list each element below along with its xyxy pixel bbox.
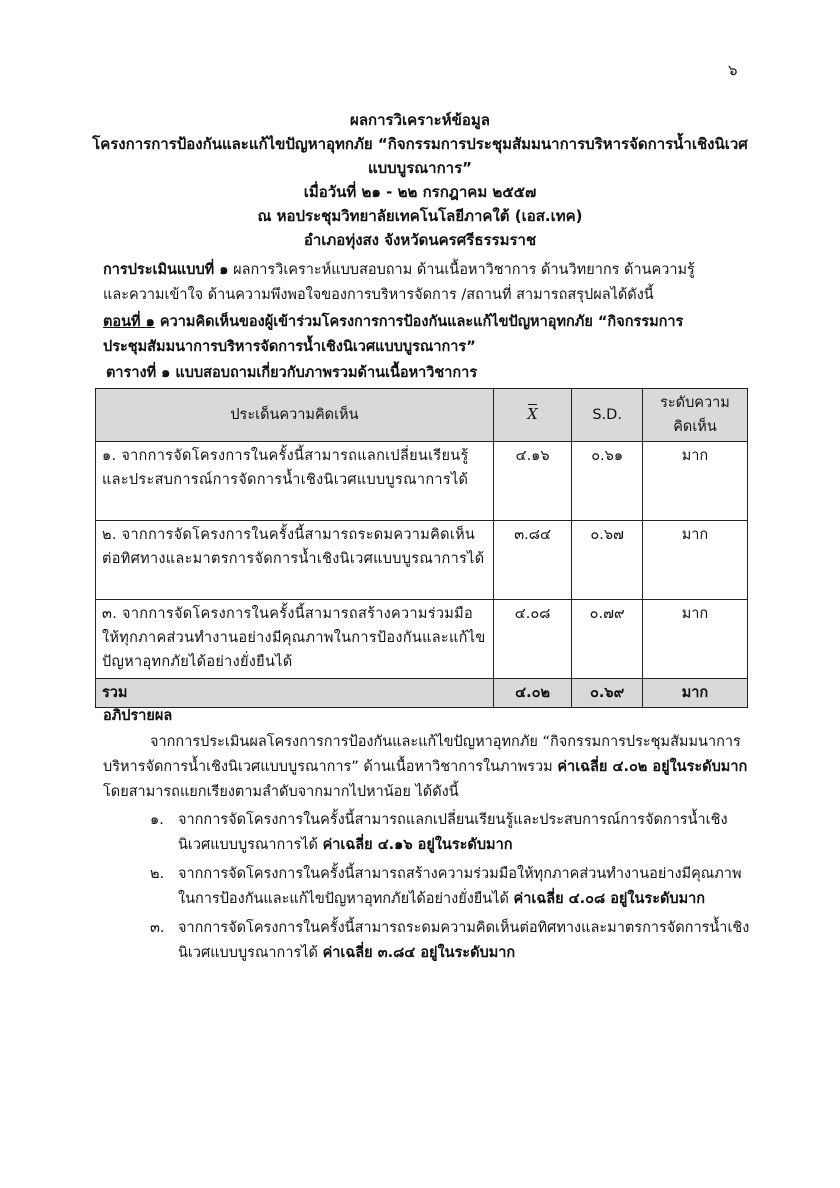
section-label: ตอนที่ ๑ <box>103 314 155 330</box>
list-bold: ค่าเฉลี่ย ๔.๐๘ อยู่ในระดับมาก <box>513 891 706 907</box>
header-level-line: คิดเห็น <box>673 419 717 435</box>
table-header-row <box>96 389 748 442</box>
list-number: ๑. <box>150 812 164 828</box>
total-mean: ๔.๐๒ <box>493 679 572 708</box>
row-mean: ๓.๘๔ <box>493 521 572 600</box>
list-number: ๓. <box>150 920 165 936</box>
title-line: แบบบูรณาการ” <box>367 159 473 177</box>
survey-table <box>95 388 748 708</box>
section-text: ความคิดเห็นของผู้เข้าร่วมโครงการการป้องกันและแก้ไขปัญหาอุทกภัย “กิจกรรมการ <box>154 314 684 330</box>
list-item <box>150 916 750 966</box>
intro-text: ผลการวิเคราะห์แบบสอบถาม ด้านเนื้อหาวิชาการ ด้านวิทยากร ด้านความรู้ <box>228 262 695 278</box>
total-sd: ๐.๖๙ <box>572 679 643 708</box>
table-row <box>96 600 748 679</box>
mean-symbol: X <box>527 403 537 427</box>
row-item: ๒. จากการจัดโครงการในครั้งนี้สามารถระดมความคิดเห็นต่อทิศทางและมาตรการจัดการน้ำเชิงนิเวศแบบบูรณาการได้ <box>96 521 494 600</box>
intro-paragraph <box>103 258 743 308</box>
list-bold: ค่าเฉลี่ย ๔.๑๖ อยู่ในระดับมาก <box>322 837 513 853</box>
table-row <box>96 442 748 521</box>
title-line: เมื่อวันที่ ๒๑ - ๒๒ กรกฎาคม ๒๕๕๗ <box>303 183 537 201</box>
intro-label: การประเมินแบบที่ ๑ <box>103 262 229 278</box>
title-line: โครงการการป้องกันและแก้ไขปัญหาอุทกภัย “กิจกรรมการประชุมสัมมนาการบริหารจัดการน้ำเชิงนิเวศ <box>92 135 748 153</box>
title-line: ณ หอประชุมวิทยาลัยเทคโนโลยีภาคใต้ (เอส.เทค) <box>257 207 583 225</box>
discussion-list <box>150 808 750 970</box>
row-sd: ๐.๖๗ <box>572 521 643 600</box>
row-sd: ๐.๖๑ <box>572 442 643 521</box>
list-item <box>150 862 750 912</box>
header-item: ประเด็นความคิดเห็น <box>96 389 494 442</box>
header-sd: S.D. <box>572 389 643 442</box>
discussion-line: จากการประเมินผลโครงการการป้องกันและแก้ไขปัญหาอุทกภัย “กิจกรรมการประชุมสัมมนาการ <box>150 734 741 750</box>
discussion-line: บริหารจัดการน้ำเชิงนิเวศแบบบูรณาการ” ด้านเนื้อหาวิชาการในภาพรวม <box>103 759 558 775</box>
row-mean: ๔.๑๖ <box>493 442 572 521</box>
header-level-line: ระดับความ <box>660 395 730 411</box>
table-row <box>96 521 748 600</box>
row-level: มาก <box>642 600 747 679</box>
row-sd: ๐.๗๙ <box>572 600 643 679</box>
row-item: ๑. จากการจัดโครงการในครั้งนี้สามารถแลกเปลี่ยนเรียนรู้และประสบการณ์การจัดการน้ำเชิงนิเวศแบบบูรณาการได้ <box>96 442 494 521</box>
discussion-paragraph <box>103 730 748 805</box>
row-level: มาก <box>642 521 747 600</box>
list-item <box>150 808 750 858</box>
list-number: ๒. <box>150 866 165 882</box>
list-text: จากการจัดโครงการในครั้งนี้สามารถระดมความคิดเห็นต่อทิศทางและมาตรการจัดการน้ำเชิงนิเวศแบบบูรณาการได้ <box>178 920 750 961</box>
row-mean: ๔.๐๘ <box>493 600 572 679</box>
discussion-summary: ค่าเฉลี่ย ๔.๐๒ อยู่ในระดับมาก <box>557 759 748 775</box>
discussion-heading: อภิปรายผล <box>103 708 173 724</box>
row-level: มาก <box>642 442 747 521</box>
title-line: ผลการวิเคราะห์ข้อมูล <box>350 111 490 129</box>
page-number: ๖ <box>728 61 738 79</box>
row-item: ๓. จากการจัดโครงการในครั้งนี้สามารถสร้างความร่วมมือให้ทุกภาคส่วนทำงานอย่างมีคุณภาพในการป้องกันและแก้ไขปัญหาอุทกภัยได้อย่างยั่งยืนได้ <box>96 600 494 679</box>
list-bold: ค่าเฉลี่ย ๓.๘๔ อยู่ในระดับมาก <box>322 945 516 961</box>
table-caption: ตารางที่ ๑ แบบสอบถามเกี่ยวกับภาพรวมด้านเนื้อหาวิชาการ <box>106 365 478 381</box>
title-line: อำเภอทุ่งสง จังหวัดนครศรีธรรมราช <box>303 231 537 249</box>
document-title <box>0 108 840 252</box>
intro-text: และความเข้าใจ ด้านความพึงพอใจของการบริหารจัดการ /สถานที่ สามารถสรุปผลได้ดังนี้ <box>103 287 654 303</box>
section-text: ประชุมสัมมนาการบริหารจัดการน้ำเชิงนิเวศแบบบูรณาการ” <box>103 339 476 355</box>
list-text: จากการจัดโครงการในครั้งนี้สามารถแลกเปลี่ยนเรียนรู้และประสบการณ์การจัดการน้ำเชิงนิเวศแบบบูรณาการได้ <box>178 812 728 853</box>
discussion-line: โดยสามารถแยกเรียงตามลำดับจากมากไปหาน้อย ได้ดังนี้ <box>103 784 459 800</box>
total-level: มาก <box>642 679 747 708</box>
header-mean <box>493 389 572 442</box>
section-heading <box>103 310 743 360</box>
header-level <box>642 389 747 442</box>
total-label: รวม <box>96 679 494 708</box>
list-text: จากการจัดโครงการในครั้งนี้สามารถสร้างความร่วมมือให้ทุกภาคส่วนทำงานอย่างมีคุณภาพในการป้องกันและแก้ไขปัญหาอุทกภัยได้อย่างยั่งยืนได้ <box>178 866 742 907</box>
